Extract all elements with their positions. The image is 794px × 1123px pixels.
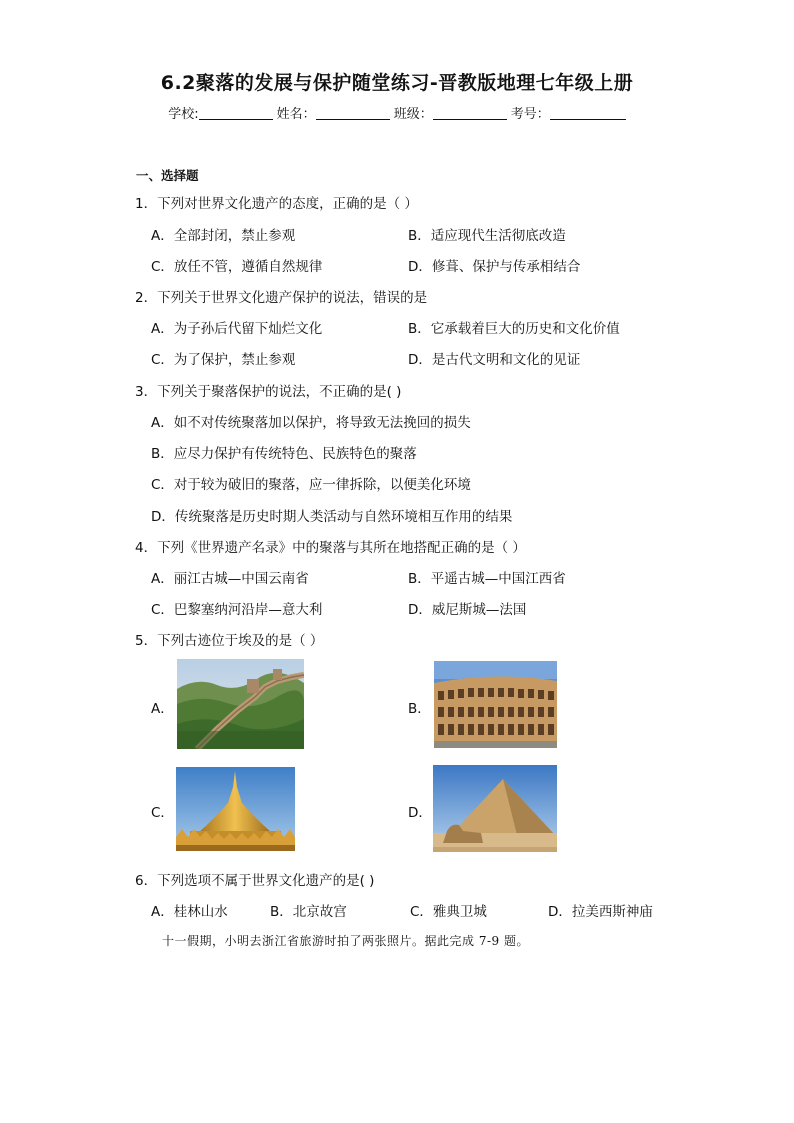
question-4-option-d: D．威尼斯城—法国 (408, 602, 527, 618)
question-5-option-a: A． (151, 701, 174, 717)
question-3-option-a: A．如不对传统聚落加以保护，将导致无法挽回的损失 (151, 415, 471, 431)
question-5-option-c: C． (151, 805, 174, 821)
question-6-option-a: A．桂林山水 (151, 904, 228, 920)
exam-number-label: 考号： (510, 107, 550, 122)
question-1-option-c: C．放任不管，遵循自然规律 (151, 259, 323, 275)
question-3-option-b: B．应尽力保护有传统特色、民族特色的聚落 (151, 446, 417, 462)
exam-number-blank[interactable] (550, 107, 626, 120)
colosseum-image (434, 661, 557, 748)
student-info-line (0, 103, 794, 122)
question-6-option-b: B．北京故宫 (270, 904, 347, 920)
question-4-stem: 4．下列《世界遗产名录》中的聚落与其所在地搭配正确的是（ ） (135, 540, 526, 556)
question-3-option-d: D．传统聚落是历史时期人类活动与自然环境相互作用的结果 (151, 509, 513, 525)
question-6-option-d: D．拉美西斯神庙 (548, 904, 653, 920)
question-5-option-d: D． (408, 805, 432, 821)
question-4-option-b: B．平遥古城—中国江西省 (408, 571, 566, 587)
question-2-option-a: A．为子孙后代留下灿烂文化 (151, 321, 323, 337)
question-2-option-d: D．是古代文明和文化的见证 (408, 352, 581, 368)
question-1-option-b: B．适应现代生活彻底改造 (408, 228, 566, 244)
question-2-stem: 2．下列关于世界文化遗产保护的说法，错误的是 (135, 290, 428, 306)
name-label: 姓名： (276, 107, 316, 122)
class-blank[interactable] (433, 107, 507, 120)
question-5-stem: 5．下列古迹位于埃及的是（ ） (135, 633, 324, 649)
question-6-option-c: C．雅典卫城 (410, 904, 487, 920)
school-label: 学校: (168, 107, 199, 122)
question-1-option-d: D．修葺、保护与传承相结合 (408, 259, 581, 275)
section-title: 一、选择题 (136, 168, 199, 183)
class-label: 班级： (393, 107, 433, 122)
question-3-option-c: C．对于较为破旧的聚落，应一律拆除，以便美化环境 (151, 477, 471, 493)
question-5-option-b: B． (408, 701, 431, 717)
pyramid-sphinx-image (433, 765, 557, 852)
question-2-option-b: B．它承载着巨大的历史和文化价值 (408, 321, 620, 337)
question-4-option-a: A．丽江古城—中国云南省 (151, 571, 309, 587)
page-title: 6.2聚落的发展与保护随堂练习-晋教版地理七年级上册 (160, 72, 634, 94)
question-3-stem: 3．下列关于聚落保护的说法，不正确的是( ) (135, 384, 402, 400)
question-1-stem: 1．下列对世界文化遗产的态度，正确的是（ ） (135, 196, 418, 212)
reading-note: 十一假期，小明去浙江省旅游时拍了两张照片。据此完成 7-9 题。 (162, 934, 529, 948)
great-wall-image (177, 659, 304, 749)
question-2-option-c: C．为了保护，禁止参观 (151, 352, 296, 368)
name-blank[interactable] (316, 107, 390, 120)
question-4-option-c: C．巴黎塞纳河沿岸—意大利 (151, 602, 323, 618)
school-blank[interactable] (199, 107, 273, 120)
pagoda-image (176, 767, 295, 851)
question-1-option-a: A．全部封闭，禁止参观 (151, 228, 296, 244)
question-6-stem: 6．下列选项不属于世界文化遗产的是( ) (135, 873, 375, 889)
